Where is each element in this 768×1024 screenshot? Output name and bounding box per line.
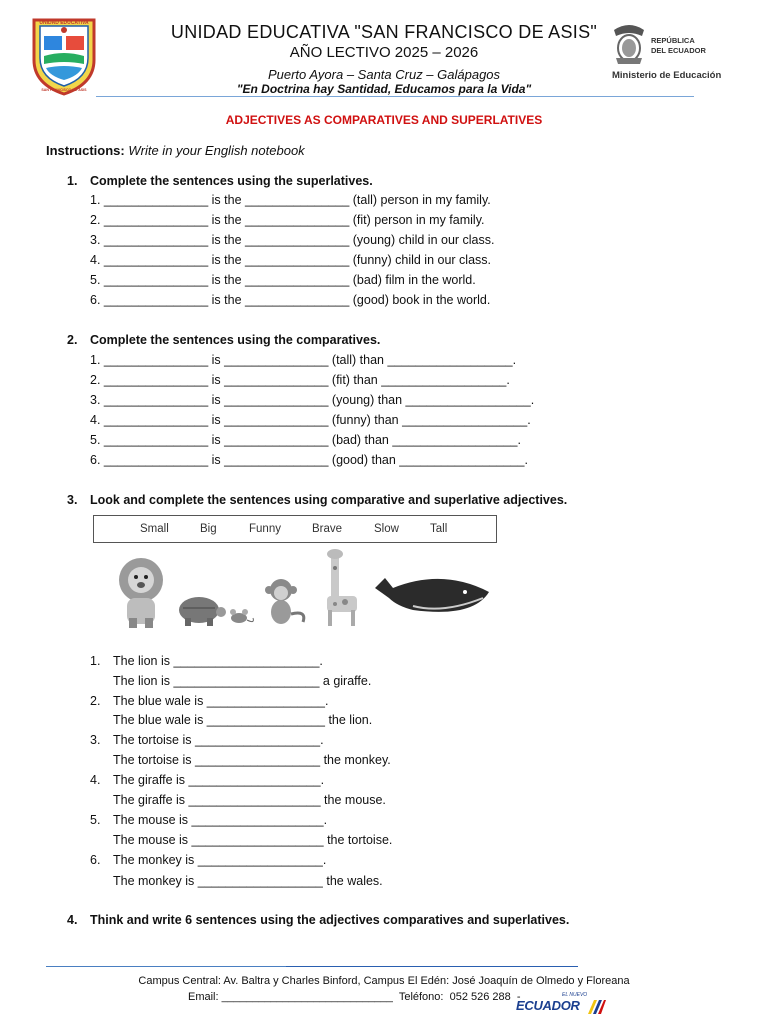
exercise-line: The monkey is __________________.	[113, 853, 327, 867]
monkey-icon	[265, 579, 304, 624]
item-number: 3.	[90, 733, 101, 747]
brand-logo	[516, 994, 626, 1018]
school-location: Puerto Ayora – Santa Cruz – Galápagos	[267, 67, 501, 82]
exercise-line: The tortoise is __________________ the monkey.	[113, 753, 391, 767]
exercise-line: 3. _______________ is the _______________ (young) child in our class.	[90, 233, 495, 247]
exercise-line: The lion is _____________________.	[113, 654, 323, 668]
section-number: 4.	[67, 913, 78, 927]
section-number: 3.	[67, 493, 78, 507]
header-divider	[96, 96, 694, 97]
giraffe-icon	[327, 549, 357, 626]
exercise-line: The monkey is __________________ the wales.	[113, 874, 383, 888]
word-bank-item: Brave	[312, 523, 343, 535]
exercise-line: 5. _______________ is _______________ (bad) than __________________.	[90, 433, 521, 447]
footer-divider	[286, 966, 578, 967]
exercise-line: 1. _______________ is _______________ (tall) than __________________.	[90, 353, 517, 367]
brand-small-text: EL NUEVO	[562, 992, 588, 998]
section-number: 1.	[67, 174, 78, 188]
item-number: 6.	[90, 853, 101, 867]
word-bank-item: Slow	[374, 523, 399, 535]
section-title: Look and complete the sentences using comparative and superlative adjectives.	[90, 493, 568, 507]
gov-republic-line2: DEL ECUADOR	[651, 46, 706, 55]
item-number: 2.	[90, 694, 101, 708]
footer-campus: Campus Central: Av. Baltra y Charles Binford, Campus El Edén: José Joaquín de Olmedo y Floreana	[138, 975, 630, 987]
section-title: Think and write 6 sentences using the adjectives comparatives and superlatives.	[90, 913, 570, 927]
worksheet-title: ADJECTIVES AS COMPARATIVES AND SUPERLATIVES	[225, 113, 543, 127]
exercise-line: 6. _______________ is the _______________ (good) book in the world.	[90, 293, 491, 307]
section-title: Complete the sentences using the superlatives.	[90, 174, 373, 188]
word-bank	[93, 515, 497, 543]
section-number: 2.	[67, 333, 78, 347]
seal-text-bottom: SAN FRANCISCO DE ASIS	[41, 88, 87, 92]
exercise-line: The tortoise is __________________.	[113, 733, 324, 747]
school-motto: "En Doctrina hay Santidad, Educamos para la Vida"	[236, 82, 532, 96]
instructions-label: Instructions:	[46, 143, 125, 158]
item-number: 5.	[90, 813, 101, 827]
lion-icon	[119, 558, 163, 628]
exercise-line: 1. _______________ is the _______________ (tall) person in my family.	[90, 193, 491, 207]
word-bank-item: Tall	[430, 523, 448, 535]
exercise-line: The blue wale is _________________.	[113, 694, 329, 708]
school-name: UNIDAD EDUCATIVA "SAN FRANCISCO DE ASIS"	[170, 22, 598, 42]
item-number: 4.	[90, 773, 101, 787]
word-bank-item: Big	[200, 523, 217, 535]
exercise-line: The giraffe is ___________________.	[113, 773, 325, 787]
ecuador-coat-of-arms-icon	[610, 22, 648, 66]
word-bank-item: Small	[140, 523, 169, 535]
seal-text-top: UNIDAD EDUCATIVA	[39, 20, 89, 26]
exercise-line: The mouse is ___________________.	[113, 813, 328, 827]
exercise-line: The mouse is ___________________ the tortoise.	[113, 833, 393, 847]
exercise-line: 2. _______________ is _______________ (fit) than __________________.	[90, 373, 510, 387]
exercise-line: 3. _______________ is _______________ (young) than __________________.	[90, 393, 535, 407]
exercise-line: 4. _______________ is the _______________ (funny) child in our class.	[90, 253, 492, 267]
brand-text: ECUADOR	[516, 998, 580, 1013]
animals-illustration	[113, 548, 493, 630]
tortoise-icon	[179, 597, 226, 626]
section-title: Complete the sentences using the comparatives.	[90, 333, 381, 347]
exercise-line: The blue wale is _________________ the lion.	[113, 713, 373, 727]
whale-icon	[375, 578, 489, 612]
mouse-icon	[230, 609, 253, 623]
item-number: 1.	[90, 654, 101, 668]
school-year: AÑO LECTIVO 2025 – 2026	[289, 44, 479, 61]
word-bank-item: Funny	[249, 523, 281, 535]
exercise-line: The giraffe is ___________________ the mouse.	[113, 793, 386, 807]
footer-divider	[46, 966, 286, 967]
exercise-line: 2. _______________ is the _______________ (fit) person in my family.	[90, 213, 485, 227]
instructions-text: Write in your English notebook	[128, 143, 305, 158]
exercise-line: The lion is _____________________ a giraffe.	[113, 674, 372, 688]
footer-contact: Email: ____________________________ Teléfono: 052 526 288 -	[188, 991, 521, 1003]
ministry-name: Ministerio de Educación	[612, 70, 722, 81]
brand-stripes-icon	[586, 1000, 606, 1014]
exercise-line: 4. _______________ is _______________ (funny) than __________________.	[90, 413, 531, 427]
exercise-line: 6. _______________ is _______________ (good) than __________________.	[90, 453, 528, 467]
exercise-line: 5. _______________ is the _______________ (bad) film in the world.	[90, 273, 476, 287]
instructions	[46, 143, 305, 158]
gov-republic-line1: REPÚBLICA	[651, 36, 695, 45]
